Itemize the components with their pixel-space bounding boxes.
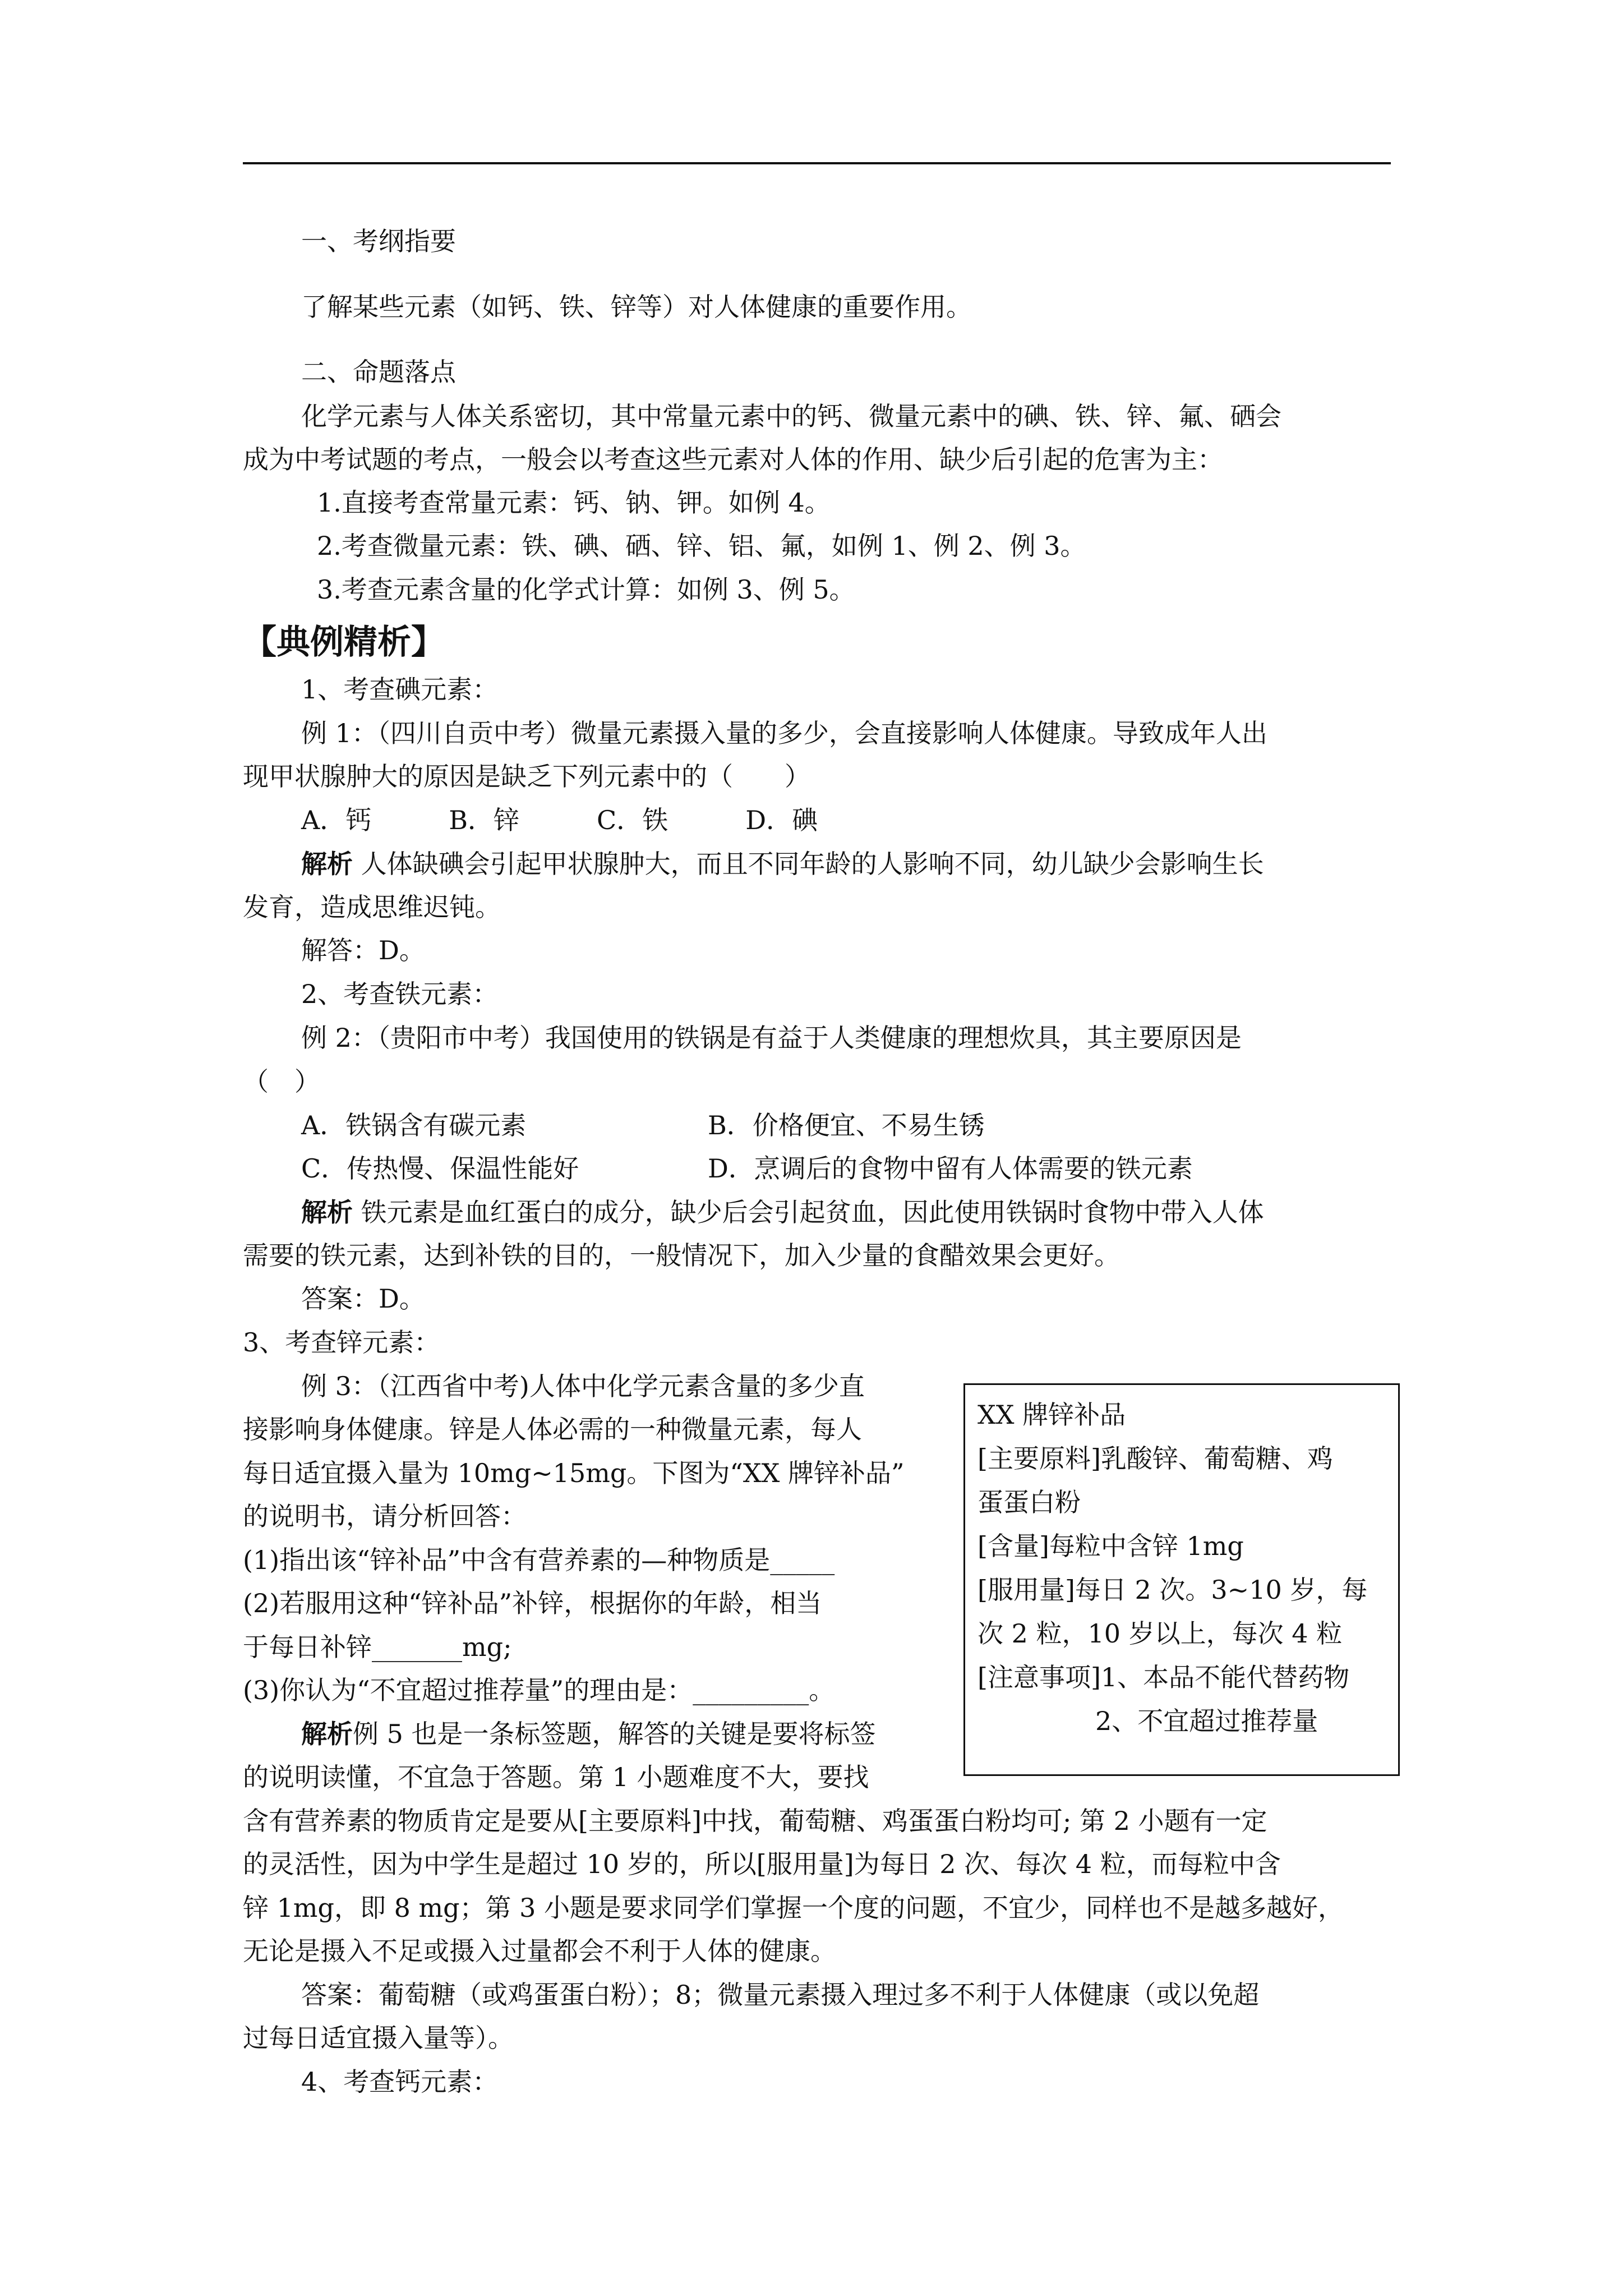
analysis-text: 发育，造成思维迟钝。	[243, 892, 501, 922]
list-item: 1.直接考查常量元素：钙、钠、钾。如例 4。	[317, 487, 831, 518]
answer-text: 答案：葡萄糖（或鸡蛋蛋白粉）；8；微量元素摄入理过多不利于人体健康（或以免超	[301, 1980, 1260, 2010]
list-item: 3.考查元素含量的化学式计算：如例 3、例 5。	[317, 574, 855, 605]
analysis-text: 需要的铁元素，达到补铁的目的，一般情况下，加入少量的食醋效果会更好。	[243, 1240, 1120, 1271]
label-line: [主要原料]乳酸锌、葡萄糖、鸡	[978, 1443, 1333, 1474]
option-a: A．铁锅含有碳元素	[301, 1110, 527, 1140]
question-text: 例 1：（四川自贡中考）微量元素摄入量的多少，会直接影响人体健康。导致成年人出	[301, 718, 1267, 748]
paragraph: 了解某些元素（如钙、铁、锌等）对人体健康的重要作用。	[301, 292, 972, 322]
analysis-text: 的说明读懂，不宜急于答题。第 1 小题难度不大，要找	[243, 1762, 869, 1792]
sub-question: (2)若服用这种“锌补品”补锌，根据你的年龄，相当	[243, 1588, 822, 1618]
question-text: 例 3：（江西省中考)人体中化学元素含量的多少直	[301, 1371, 865, 1401]
label-line: 次 2 粒，10 岁以上，每次 4 粒	[978, 1618, 1343, 1649]
label-line: [注意事项]1、本品不能代替药物	[978, 1662, 1350, 1692]
question-options: A．钙 B．锌 C．铁 D．碘	[301, 805, 818, 835]
label-line: [服用量]每日 2 次。3~10 岁，每	[978, 1575, 1368, 1605]
analysis-label: 解析	[301, 1197, 353, 1227]
sub-question: 于每日补锌_______mg;	[243, 1632, 512, 1662]
answer-text: 解答：D。	[301, 935, 425, 965]
analysis-text: 解析例 5 也是一条标签题，解答的关键是要将标签	[301, 1719, 876, 1749]
analysis-text: 无论是摄入不足或摄入过量都会不利于人体的健康。	[243, 1936, 836, 1966]
section-heading: 【典例精析】	[243, 623, 445, 662]
option-c: C．传热慢、保温性能好	[301, 1153, 579, 1184]
list-item: 2.考查微量元素：铁、碘、硒、锌、铝、氟，如例 1、例 2、例 3。	[317, 531, 1086, 561]
product-label-box	[963, 1383, 1400, 1776]
answer-text: 过每日适宜摄入量等）。	[243, 2023, 514, 2053]
paragraph: 化学元素与人体关系密切，其中常量元素中的钙、微量元素中的碘、铁、锌、氟、硒会	[301, 401, 1281, 431]
topic-title: 3、考查锌元素：	[243, 1327, 440, 1358]
analysis-text: 解析 铁元素是血红蛋白的成分，缺少后会引起贫血，因此使用铁锅时食物中带入人体	[301, 1197, 1264, 1227]
analysis-label: 解析	[301, 1719, 353, 1749]
header-rule	[243, 162, 1391, 164]
analysis-text: 含有营养素的物质肯定是要从[主要原料]中找，葡萄糖、鸡蛋蛋白粉均可; 第 2 小题有一定	[243, 1806, 1267, 1836]
question-text: 的说明书，请分析回答：	[243, 1501, 527, 1531]
label-line: 2、不宜超过推荐量	[1095, 1706, 1318, 1736]
question-text: 每日适宜摄入量为 10mg~15mg。下图为“XX 牌锌补品”	[243, 1458, 905, 1488]
label-line: 蛋蛋白粉	[978, 1487, 1081, 1517]
topic-title: 4、考查钙元素：	[301, 2067, 499, 2097]
option-b: B．价格便宜、不易生锈	[708, 1110, 985, 1140]
topic-title: 2、考查铁元素：	[301, 979, 499, 1009]
section-title: 二、命题落点	[301, 357, 456, 387]
question-text: 接影响身体健康。锌是人体必需的一种微量元素，每人	[243, 1414, 862, 1444]
analysis-text: 的灵活性，因为中学生是超过 10 岁的，所以[服用量]为每日 2 次、每次 4 粒，而每粒中含	[243, 1849, 1281, 1879]
analysis-text: 锌 1mg，即 8 mg；第 3 小题是要求同学们掌握一个度的问题，不宜少，同样也不是越多越好，	[243, 1893, 1344, 1923]
option-d: D．烹调后的食物中留有人体需要的铁元素	[708, 1153, 1193, 1184]
label-line: [含量]每粒中含锌 1mg	[978, 1531, 1244, 1561]
question-text: （ ）	[243, 1066, 320, 1097]
paragraph: 成为中考试题的考点，一般会以考查这些元素对人体的作用、缺少后引起的危害为主：	[243, 444, 1223, 475]
analysis-text: 解析 人体缺碘会引起甲状腺肿大，而且不同年龄的人影响不同，幼儿缺少会影响生长	[301, 849, 1264, 879]
section-title: 一、考纲指要	[301, 226, 456, 256]
label-title: XX 牌锌补品	[978, 1400, 1126, 1430]
question-text: 例 2：（贵阳市中考）我国使用的铁锅是有益于人类健康的理想炊具，其主要原因是	[301, 1023, 1242, 1053]
analysis-label: 解析	[301, 849, 353, 879]
question-text: 现甲状腺肿大的原因是缺乏下列元素中的（ ）	[243, 761, 810, 792]
answer-text: 答案：D。	[301, 1283, 425, 1314]
sub-question: (3)你认为“不宜超过推荐量”的理由是：_________。	[243, 1675, 835, 1705]
sub-question: (1)指出该“锌补品”中含有营养素的—种物质是_____	[243, 1545, 835, 1575]
topic-title: 1、考查碘元素：	[301, 674, 499, 705]
